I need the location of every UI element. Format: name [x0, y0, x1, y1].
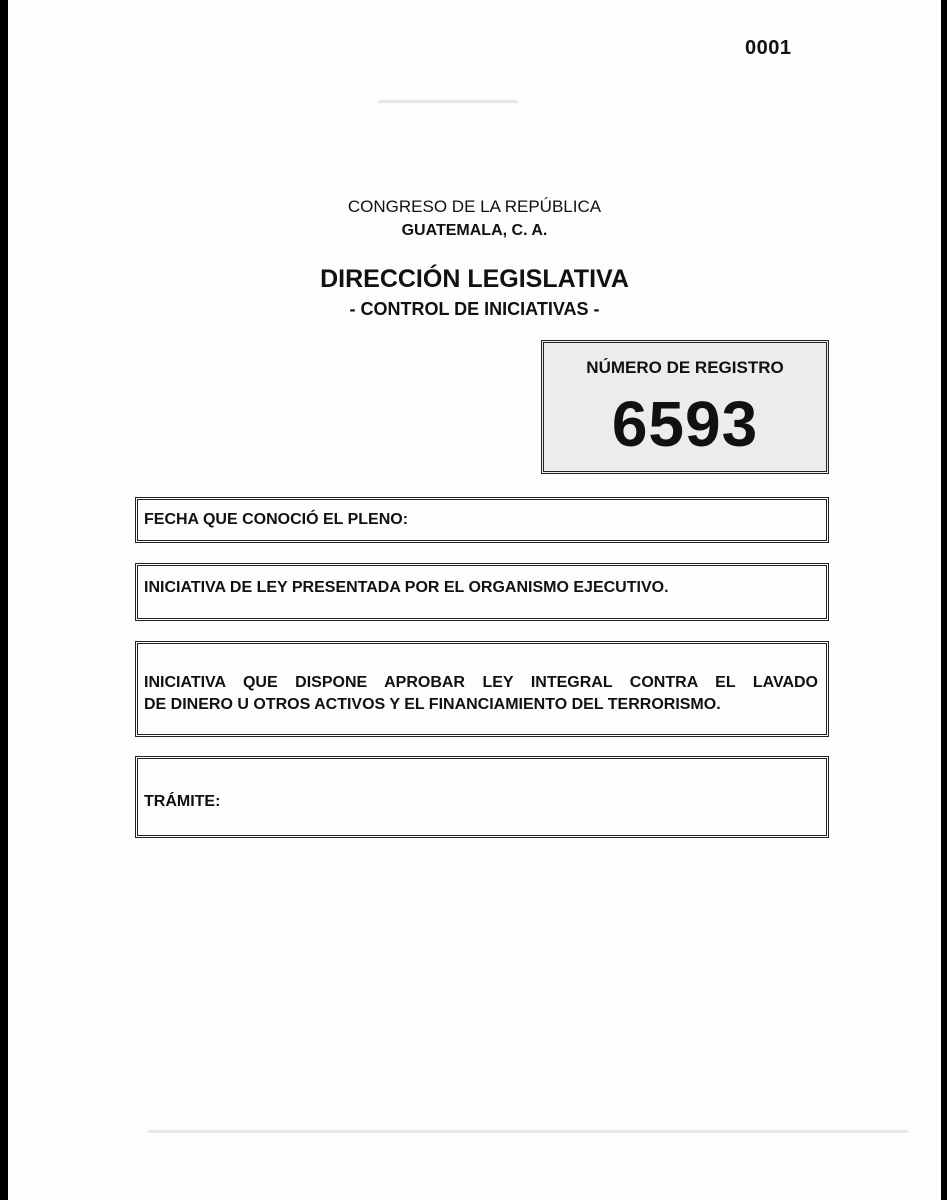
presentada-field-box: [135, 563, 829, 621]
asunto-text-line2: DE DINERO U OTROS ACTIVOS Y EL FINANCIAMIENTO DEL TERRORISMO.: [144, 696, 721, 713]
institution-name: CONGRESO DE LA REPÚBLICA: [347, 197, 602, 216]
fecha-field-box: [135, 497, 829, 543]
department-subtitle: - CONTROL DE INICIATIVAS -: [349, 299, 600, 319]
tramite-label: TRÁMITE:: [144, 793, 221, 810]
asunto-field-box: [135, 641, 829, 737]
department-title: DIRECCIÓN LEGISLATIVA: [320, 265, 629, 293]
registro-number: 6593: [611, 388, 759, 460]
registro-label: NÚMERO DE REGISTRO: [586, 358, 784, 377]
asunto-text-line1: INICIATIVA QUE DISPONE APROBAR LEY INTEGRAL CONTRA EL LAVADO: [144, 674, 818, 691]
fecha-label: FECHA QUE CONOCIÓ EL PLENO:: [144, 511, 409, 528]
page-number: 0001: [745, 37, 792, 59]
scan-artifact: [148, 1130, 908, 1133]
institution-location: GUATEMALA, C. A.: [401, 222, 548, 239]
document-page: [8, 0, 941, 1200]
registro-box: [541, 340, 829, 474]
scan-artifact: [378, 100, 518, 103]
tramite-field-box: [135, 756, 829, 838]
presentada-text: INICIATIVA DE LEY PRESENTADA POR EL ORGANISMO EJECUTIVO.: [144, 579, 669, 596]
